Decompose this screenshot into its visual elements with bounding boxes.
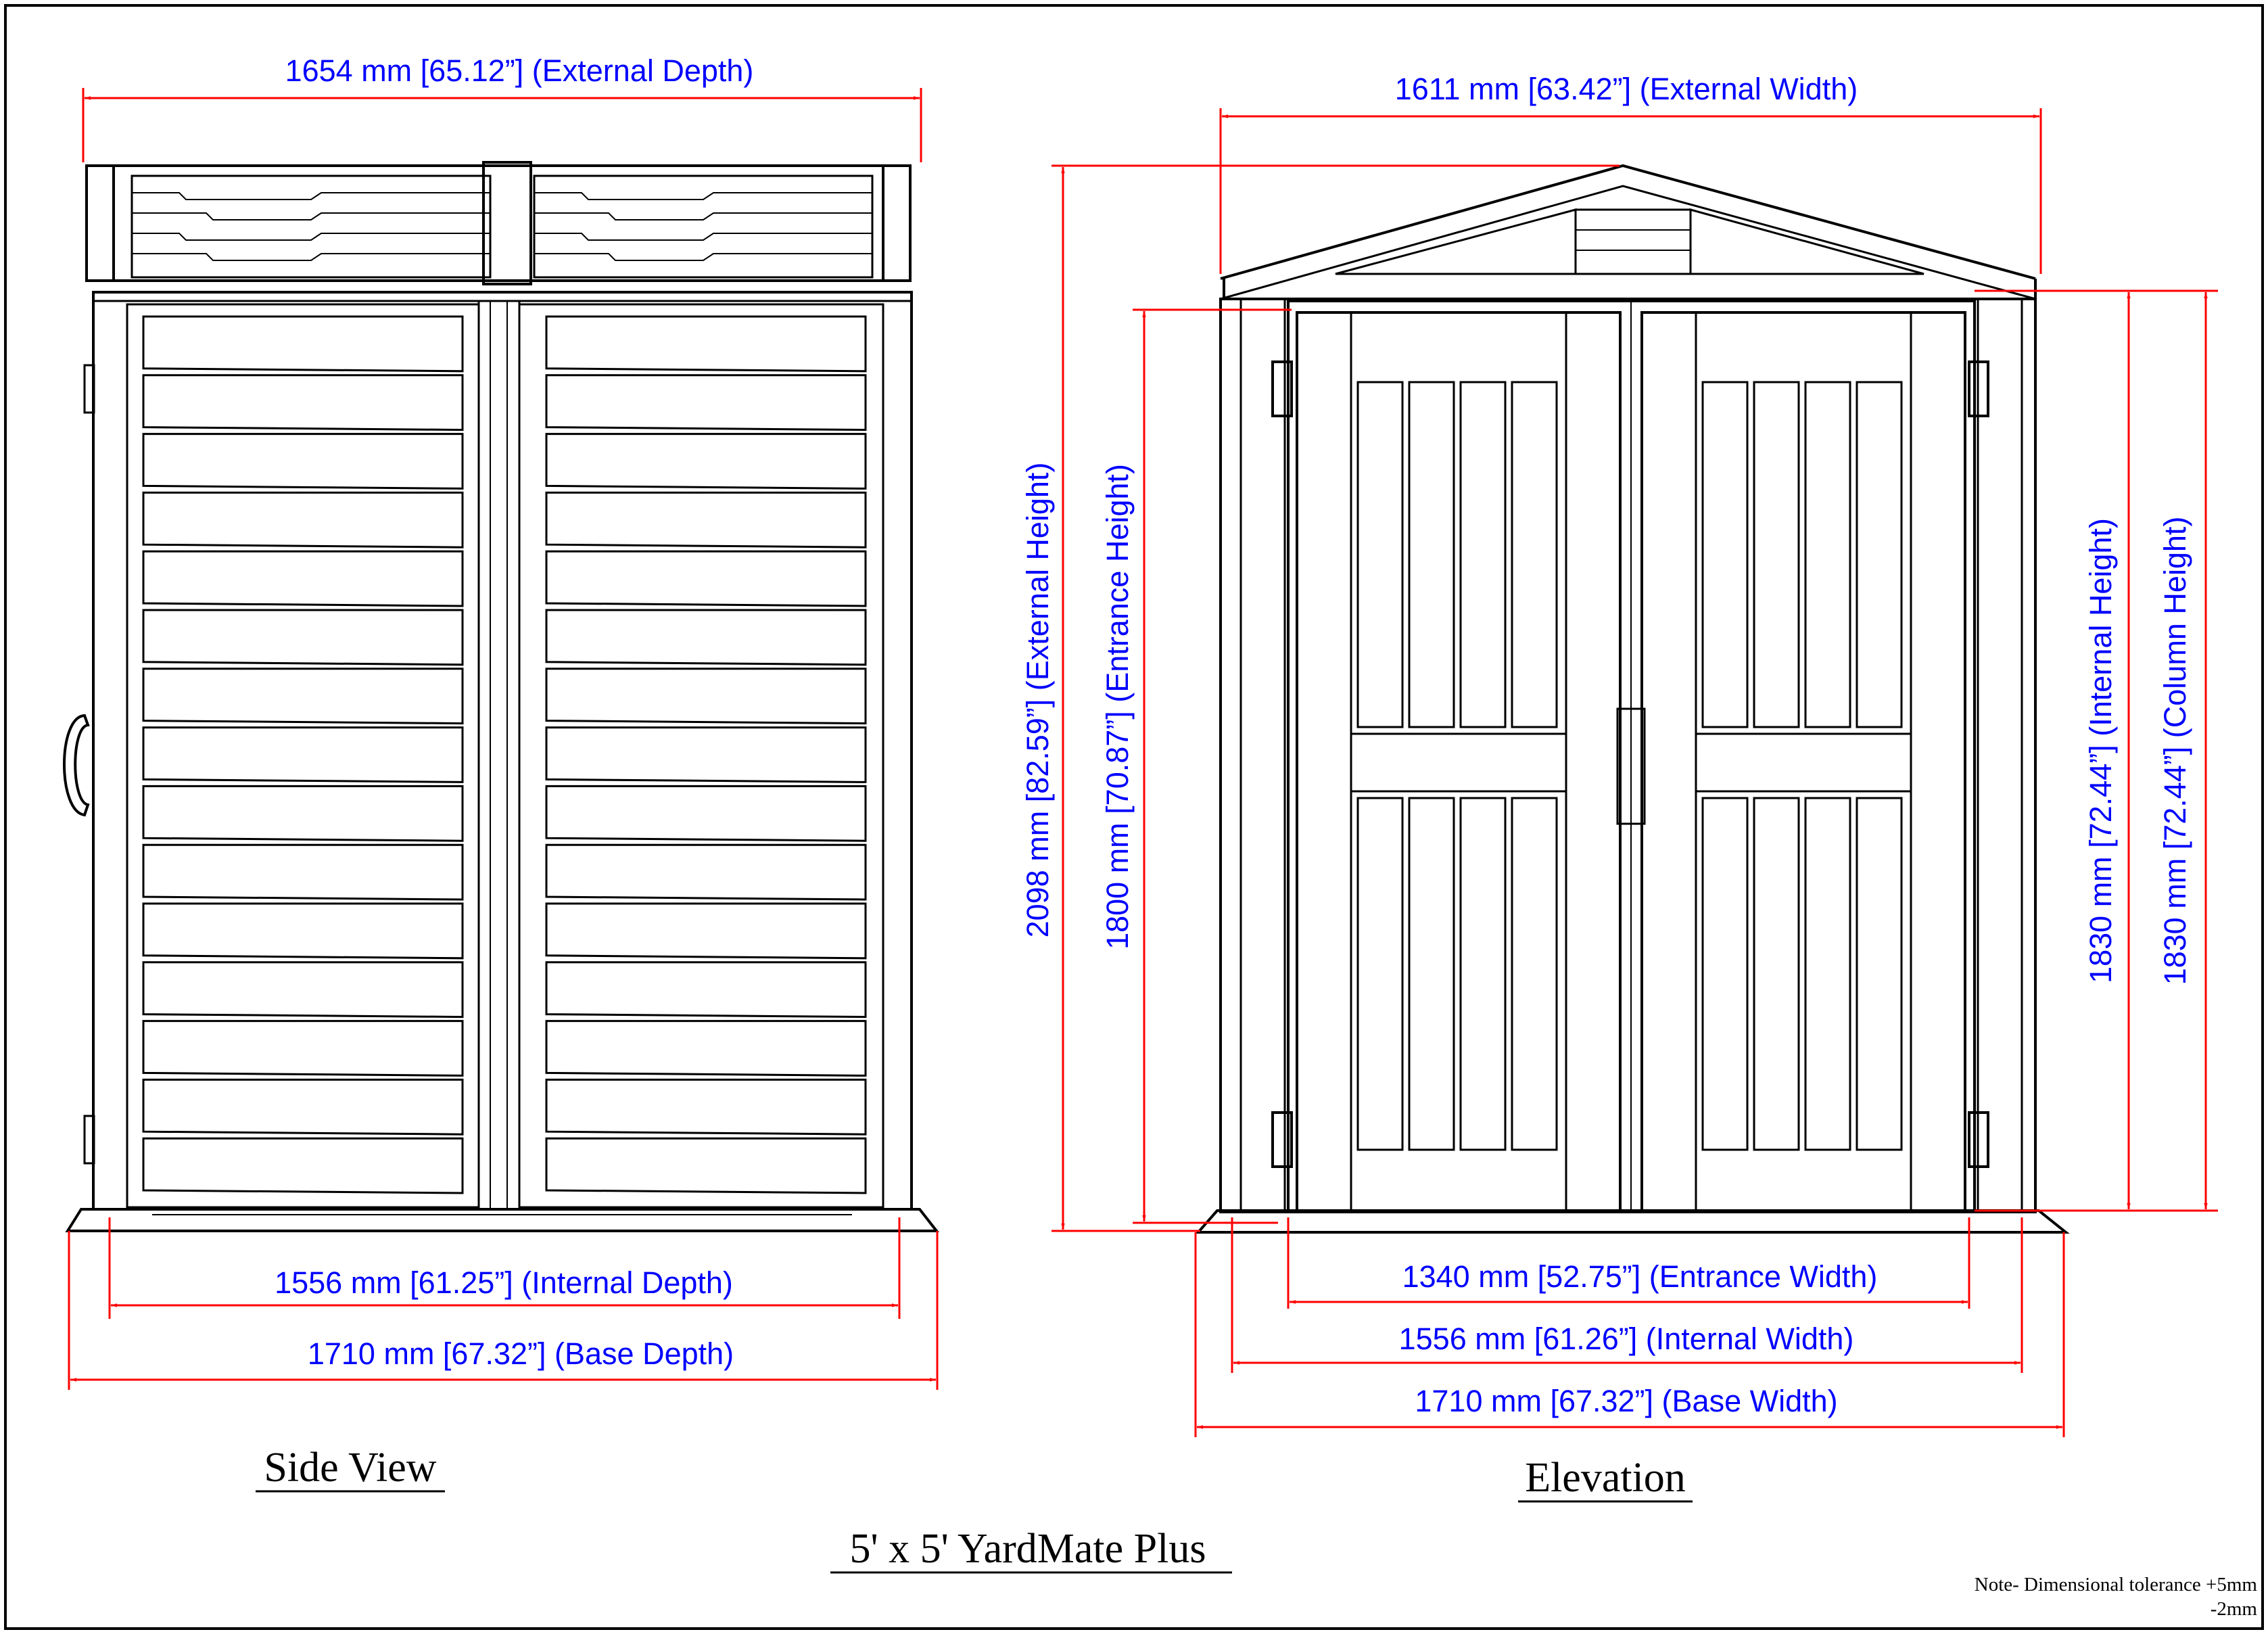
louver-slat — [143, 904, 463, 958]
louver-slat — [143, 610, 463, 665]
door-panel-lower — [1805, 798, 1850, 1150]
side-roof-bracket-right — [883, 166, 910, 281]
door-panel-upper — [1857, 382, 1901, 727]
front-wall-outline — [1221, 299, 2035, 1212]
louver-slat — [546, 1021, 866, 1076]
door-panel-upper — [1358, 382, 1402, 727]
louver-slat — [546, 551, 866, 606]
roof-gable-outer — [1221, 166, 2035, 279]
louver-slat — [143, 317, 463, 371]
internal-depth-label: 1556 mm [61.25”] (Internal Depth) — [275, 1265, 733, 1300]
side-wall-panel-right-frame — [519, 304, 883, 1207]
side-roof-outline — [87, 166, 910, 281]
internal-height-label: 1830 mm [72.44”] (Internal Height) — [2083, 518, 2118, 983]
door-panel-lower — [1409, 798, 1454, 1150]
elevation-base — [1198, 1211, 2066, 1232]
louver-slat — [143, 492, 463, 547]
door-panel-lower — [1703, 798, 1747, 1150]
tolerance-note-line1: Note- Dimensional tolerance +5mm — [1974, 1574, 2257, 1595]
side-roof-ribs — [132, 193, 872, 260]
side-roof-panel-left — [132, 176, 490, 277]
door-panel-upper — [1805, 382, 1850, 727]
door-panel-lower — [1358, 798, 1402, 1150]
side-louver-panels-left — [143, 317, 463, 1193]
louver-slat — [143, 786, 463, 841]
louver-slat — [546, 434, 866, 489]
external-height-label: 2098 mm [82.59”] (External Height) — [1020, 462, 1055, 938]
side-view-drawing — [64, 162, 937, 1231]
door-left — [1297, 312, 1620, 1212]
door-right — [1642, 312, 1965, 1212]
louver-slat — [143, 1079, 463, 1134]
louver-slat — [143, 845, 463, 900]
louver-slat — [143, 434, 463, 489]
louver-slat — [546, 962, 866, 1017]
door-panel-upper — [1754, 382, 1799, 727]
base-width-label: 1710 mm [67.32”] (Base Width) — [1415, 1384, 1838, 1418]
louver-slat — [546, 610, 866, 665]
roof-rib — [132, 254, 490, 260]
side-wall-center-column — [479, 301, 519, 1209]
roof-gable-inner — [1221, 186, 2035, 299]
external-depth-label: 1654 mm [65.12”] (External Depth) — [285, 53, 754, 88]
louver-slat — [143, 1138, 463, 1193]
door-panel-lower — [1461, 798, 1505, 1150]
door-panels — [1358, 382, 1901, 1150]
base-depth-label: 1710 mm [67.32”] (Base Depth) — [307, 1336, 734, 1371]
roof-rib — [534, 233, 872, 240]
roof-rib — [132, 233, 490, 240]
roof-eaves — [1224, 279, 2035, 299]
roof-rib — [534, 193, 872, 200]
internal-width-label: 1556 mm [61.26”] (Internal Width) — [1398, 1322, 1854, 1356]
louver-slat — [546, 492, 866, 547]
side-door-handle — [64, 716, 88, 815]
side-base — [68, 1209, 937, 1231]
entrance-height-label: 1800 mm [70.87”] (Entrance Height) — [1100, 464, 1135, 950]
column-left — [1241, 299, 1285, 1212]
louver-slat — [546, 317, 866, 371]
elevation-drawing — [1198, 166, 2066, 1232]
tolerance-note-line2: -2mm — [2210, 1598, 2257, 1620]
louver-slat — [546, 1138, 866, 1193]
door-left-inner — [1351, 312, 1566, 1212]
louver-slat — [143, 551, 463, 606]
louver-slat — [143, 728, 463, 783]
louver-slat — [143, 669, 463, 724]
louver-slat — [143, 962, 463, 1017]
louver-slat — [546, 669, 866, 724]
roof-rib — [132, 213, 490, 220]
drawing-title: 5' x 5' YardMate Plus — [849, 1526, 1206, 1572]
door-panel-lower — [1754, 798, 1799, 1150]
column-right — [1978, 299, 2022, 1212]
roof-vent — [1576, 210, 1691, 274]
door-panel-upper — [1703, 382, 1747, 727]
louver-slat — [546, 845, 866, 900]
door-panel-upper — [1461, 382, 1505, 727]
side-louver-panels-right — [546, 317, 866, 1193]
door-panel-lower — [1857, 798, 1901, 1150]
louver-slat — [143, 375, 463, 430]
louver-slat — [546, 1079, 866, 1134]
door-panel-upper — [1512, 382, 1557, 727]
door-panel-lower — [1512, 798, 1557, 1150]
roof-rib — [534, 213, 872, 220]
side-wall-panel-left-frame — [127, 304, 479, 1207]
side-roof-bracket-left — [87, 166, 114, 281]
louver-slat — [143, 1021, 463, 1076]
door-right-inner — [1696, 312, 1911, 1212]
louver-slat — [546, 904, 866, 958]
elevation-caption: Elevation — [1525, 1455, 1686, 1501]
roof-gable-panel-left — [1336, 210, 1576, 274]
column-height-label: 1830 mm [72.44”] (Column Height) — [2158, 516, 2192, 985]
external-width-label: 1611 mm [63.42”] (External Width) — [1394, 72, 1858, 106]
entrance-width-label: 1340 mm [52.75”] (Entrance Width) — [1402, 1259, 1878, 1294]
louver-slat — [546, 375, 866, 430]
roof-rib — [132, 193, 490, 200]
door-panel-upper — [1409, 382, 1454, 727]
roof-rib — [534, 254, 872, 260]
side-view-caption: Side View — [264, 1445, 437, 1491]
louver-slat — [546, 786, 866, 841]
louver-slat — [546, 728, 866, 783]
side-roof-panel-right — [534, 176, 872, 277]
roof-gable-panel-right — [1691, 210, 1924, 274]
